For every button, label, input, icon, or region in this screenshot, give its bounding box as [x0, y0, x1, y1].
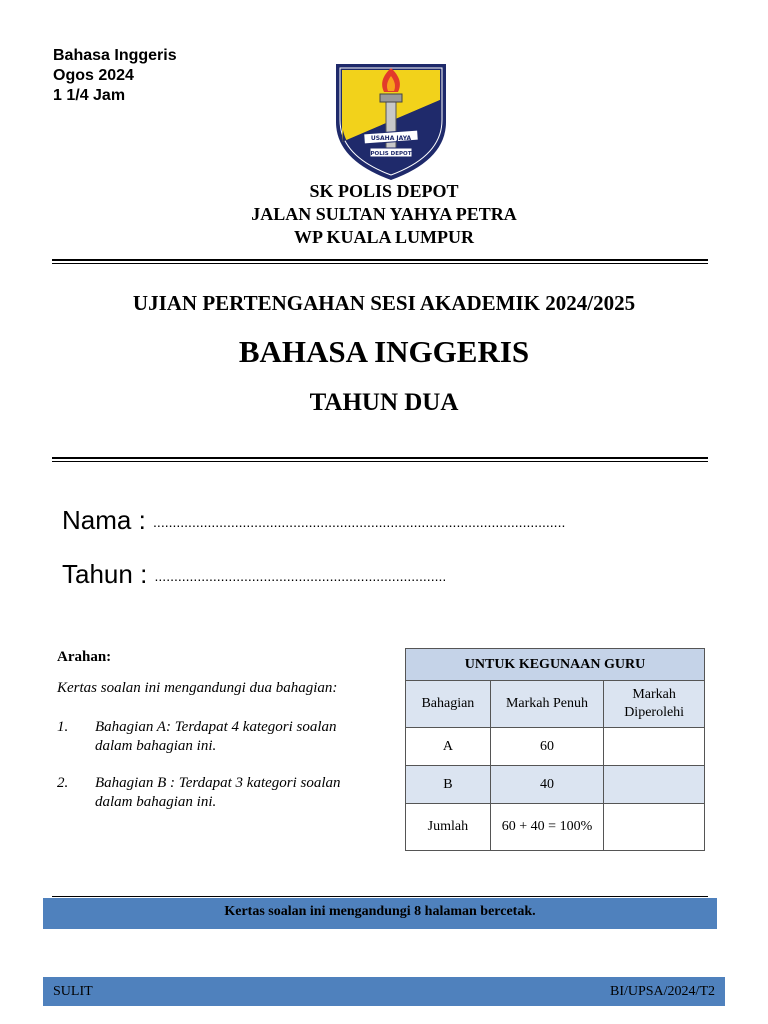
- title-divider-thin: [52, 461, 708, 462]
- meta-subject: Bahasa Inggeris: [53, 47, 177, 64]
- marks-section-cell: B: [406, 766, 491, 804]
- marks-full-cell: 60: [490, 728, 604, 766]
- name-blank[interactable]: ..........................................................................................................: [153, 514, 566, 531]
- crest-motto: USAHA JAYA: [370, 135, 412, 142]
- marks-header-full: Markah Penuh: [490, 681, 604, 728]
- instruction-text: Bahagian B : Terdapat 3 kategori soalan dalam bahagian ini.: [95, 775, 341, 810]
- marks-table: [405, 648, 705, 851]
- marks-obtained-cell[interactable]: [604, 804, 705, 851]
- exam-meta: [53, 46, 177, 106]
- banner-rule: [52, 896, 708, 897]
- instruction-item: [57, 718, 377, 756]
- meta-duration: 1 1/4 Jam: [53, 87, 126, 104]
- marks-full-cell: 40: [490, 766, 604, 804]
- page-footer: [43, 977, 725, 1006]
- marks-full-cell: 60 + 40 = 100%: [490, 804, 604, 851]
- year-blank[interactable]: ...........................................................................: [154, 568, 447, 585]
- meta-date: Ogos 2024: [53, 67, 134, 84]
- marks-header-section: Bahagian: [406, 681, 491, 728]
- title-divider: [52, 457, 708, 459]
- school-name: SK POLIS DEPOT: [309, 181, 459, 201]
- school-address-line2: WP KUALA LUMPUR: [294, 227, 474, 247]
- instruction-text: Bahagian A: Terdapat 4 kategori soalan dalam bahagian ini.: [95, 719, 337, 754]
- year-field[interactable]: [62, 559, 446, 591]
- name-label: Nama :: [62, 505, 146, 535]
- marks-obtained-cell[interactable]: [604, 766, 705, 804]
- exam-title: UJIAN PERTENGAHAN SESI AKADEMIK 2024/2025: [132, 291, 636, 315]
- page-count-banner: Kertas soalan ini mengandungi 8 halaman bercetak.: [43, 898, 717, 929]
- instructions-heading: Arahan:: [57, 649, 112, 665]
- footer-classification: SULIT: [53, 984, 93, 999]
- marks-obtained-cell[interactable]: [604, 728, 705, 766]
- instruction-item: [57, 774, 377, 812]
- marks-section-cell: Jumlah: [406, 804, 491, 851]
- name-field[interactable]: [62, 505, 565, 537]
- exam-year: TAHUN DUA: [309, 389, 459, 416]
- marks-header-obtained: Markah Diperolehi: [604, 681, 705, 728]
- school-crest-icon: [330, 60, 452, 182]
- instruction-number: 1.: [57, 719, 69, 735]
- instruction-number: 2.: [57, 775, 69, 791]
- instructions-intro: Kertas soalan ini mengandungi dua bahagian:: [57, 680, 338, 696]
- exam-subject: BAHASA INGGERIS: [238, 334, 530, 369]
- year-label: Tahun :: [62, 559, 148, 589]
- header-divider: [52, 259, 708, 261]
- marks-section-cell: A: [406, 728, 491, 766]
- footer-code: BI/UPSA/2024/T2: [609, 984, 715, 999]
- header-divider-thin: [52, 263, 708, 264]
- marks-table-title: UNTUK KEGUNAAN GURU: [406, 649, 705, 681]
- instructions: [57, 648, 377, 830]
- school-address-line1: JALAN SULTAN YAHYA PETRA: [251, 204, 517, 224]
- crest-name: POLIS DEPOT: [370, 151, 412, 157]
